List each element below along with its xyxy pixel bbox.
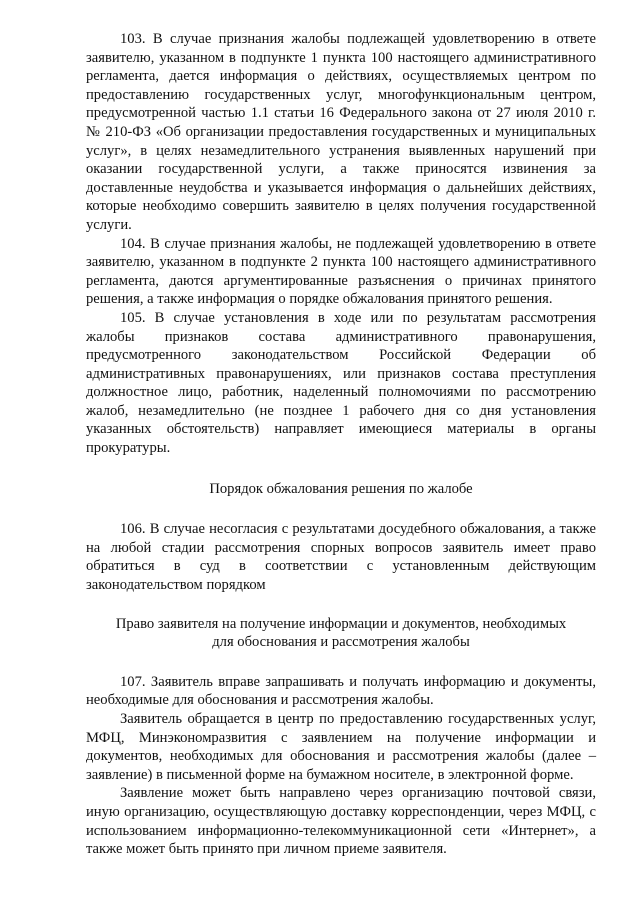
spacer <box>86 458 596 480</box>
spacer <box>86 498 596 520</box>
spacer <box>86 595 596 615</box>
heading-line-1: Право заявителя на получение информации и документов, необходимых <box>115 615 567 632</box>
paragraph-107: 107. Заявитель вправе запрашивать и получать информацию и документы, необходимые для обоснования и рассмотрения жалобы. <box>86 673 596 709</box>
paragraph-103: 103. В случае признания жалобы подлежащей удовлетворению в ответе заявителю, указанном в подпункте 1 пункта 100 настоящего административного регламента, дается информация о действиях, осуществляемых центром по предоставлению государственных услуг, многофункциональным центром, предусмотренной частью 1.1 статьи 16 Федерального закона от 27 июля 2010 г. № 210-ФЗ «Об организации предоставления государственных и муниципальных услуг», в целях незамедлительного устранения выявленных нарушений при оказании государственной услуги, а также приносятся извинения за доставленные неудобства и указывается информация о дальнейших действиях, которые необходимо совершить заявителю в целях получения государственной услуги. <box>86 31 596 233</box>
paragraph-107-application: Заявитель обращается в центр по предоставлению государственных услуг, МФЦ, Минэкономразвития с заявлением на получение информации и документов, необходимых для обоснования и рассмотрения жалобы (далее – заявление) в письменной форме на бумажном носителе, в электронной форме. <box>86 711 596 783</box>
section-heading-right-to-information <box>86 615 596 652</box>
paragraph-105: 105. В случае установления в ходе или по результатам рассмотрения жалобы признаков состава административного правонарушения, предусмотренного законодательством Российской Федерации об административных правонарушениях, или признаков состава преступления должностное лицо, работник, наделенный полномочиями по рассмотрению жалоб, незамедлительно (не позднее 1 рабочего дня со дня установления указанных обстоятельств) направляет имеющиеся материалы в органы прокуратуры. <box>86 309 596 457</box>
section-heading-appeal-order: Порядок обжалования решения по жалобе <box>209 480 473 497</box>
paragraph-106: 106. В случае несогласия с результатами досудебного обжалования, а также на любой стадии рассмотрения спорных вопросов заявитель имеет право обратиться в суд в соответствии с установленным действующим законодательством порядком <box>86 521 596 594</box>
document-page <box>86 30 596 859</box>
paragraph-107-submission: Заявление может быть направлено через организацию почтовой связи, иную организацию, осуществляющую доставку корреспонденции, через МФЦ, с использованием информационно-телекоммуникационной сети «Интернет», а также может быть принято при личном приеме заявителя. <box>86 785 596 858</box>
paragraph-104: 104. В случае признания жалобы, не подлежащей удовлетворению в ответе заявителю, указанном в подпункте 2 пункта 100 настоящего административного регламента, даются аргументированные разъяснения о причинах принятого решения, а также информация о порядке обжалования принятого решения. <box>86 235 596 308</box>
spacer <box>86 652 596 673</box>
heading-line-2: для обоснования и рассмотрения жалобы <box>212 634 470 651</box>
